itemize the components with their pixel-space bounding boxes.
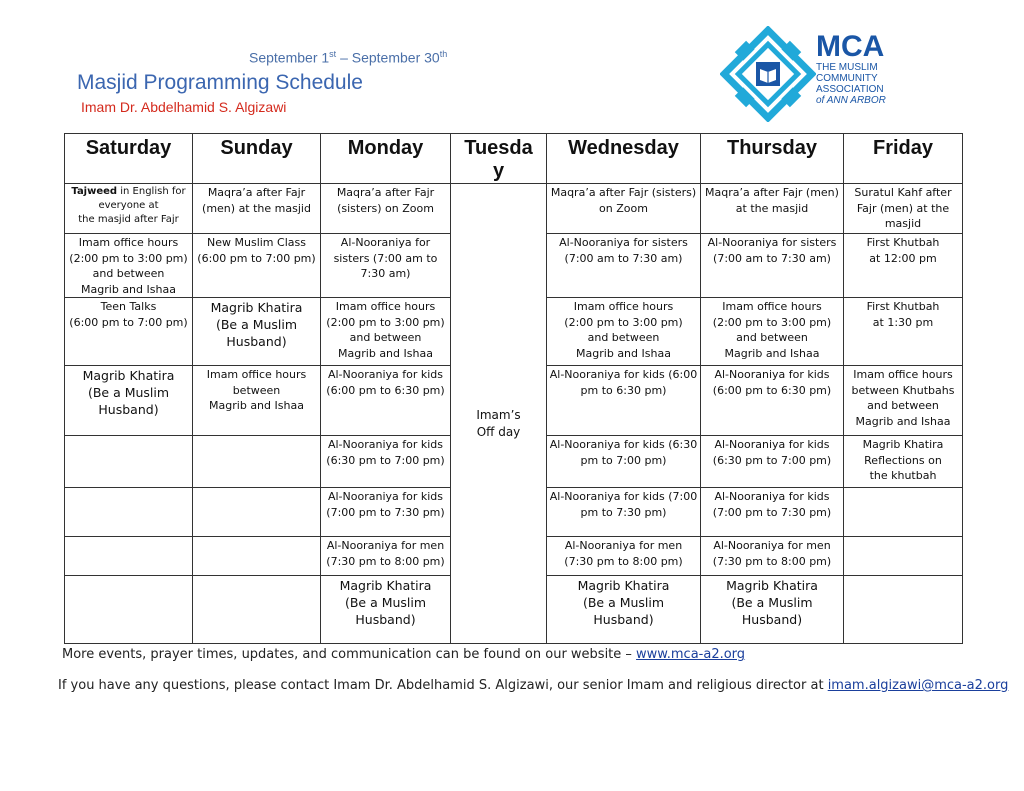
date-range (249, 49, 447, 66)
header-friday: Friday (844, 134, 963, 184)
date-start: September 1 (249, 49, 330, 66)
cell-monday: Al-Nooraniya for sisters (7:00 am to 7:30 am) (321, 234, 451, 298)
cell-saturday: Magrib Khatira (Be a Muslim Husband) (65, 366, 193, 436)
cell-monday: Imam office hours (2:00 pm to 3:00 pm) and between Magrib and Ishaa (321, 298, 451, 366)
header-wednesday: Wednesday (547, 134, 701, 184)
tajweed-label: Tajweed (71, 186, 118, 197)
header-monday: Monday (321, 134, 451, 184)
footer-website-text: More events, prayer times, updates, and communication can be found on our website – (62, 647, 637, 662)
website-link[interactable]: www.mca-a2.org (636, 647, 746, 662)
cell-wednesday: Al-Nooraniya for men (7:30 pm to 8:00 pm) (547, 537, 701, 576)
cell-friday: Magrib Khatira Reflections on the khutbah (844, 436, 963, 488)
cell-thursday: Magrib Khatira (Be a Muslim Husband) (701, 576, 844, 644)
header-tuesday: Tuesda y (451, 134, 547, 184)
cell-friday (844, 576, 963, 644)
cell-saturday (65, 537, 193, 576)
mca-logo (720, 26, 920, 122)
cell-thursday: Al-Nooraniya for kids (6:30 pm to 7:00 pm) (701, 436, 844, 488)
cell-saturday (65, 184, 193, 234)
footer-contact-text: If you have any questions, please contact Imam Dr. Abdelhamid S. Algizawi, our senior Imam and religious director at (58, 678, 828, 693)
cell-saturday: Imam office hours (2:00 pm to 3:00 pm) and between Magrib and Ishaa (65, 234, 193, 298)
cell-thursday: Al-Nooraniya for kids (7:00 pm to 7:30 pm) (701, 488, 844, 537)
cell-sunday: Maqra’a after Fajr (men) at the masjid (193, 184, 321, 234)
cell-wednesday: Al-Nooraniya for kids (6:30 pm to 7:00 pm) (547, 436, 701, 488)
cell-saturday (65, 576, 193, 644)
cell-monday: Al-Nooraniya for kids (6:30 pm to 7:00 pm) (321, 436, 451, 488)
header-saturday: Saturday (65, 134, 193, 184)
cell-thursday: Imam office hours (2:00 pm to 3:00 pm) and between Magrib and Ishaa (701, 298, 844, 366)
cell-sunday: New Muslim Class (6:00 pm to 7:00 pm) (193, 234, 321, 298)
cell-monday: Al-Nooraniya for kids (6:00 pm to 6:30 pm) (321, 366, 451, 436)
cell-friday: Imam office hours between Khutbahs and between Magrib and Ishaa (844, 366, 963, 436)
date-end-suffix: th (439, 49, 448, 59)
cell-monday: Al-Nooraniya for men (7:30 pm to 8:00 pm) (321, 537, 451, 576)
cell-monday: Magrib Khatira (Be a Muslim Husband) (321, 576, 451, 644)
email-link[interactable]: imam.algizawi@mca-a2.org (827, 678, 1009, 693)
schedule-title: Masjid Programming Schedule (77, 71, 363, 94)
cell-sunday: Imam office hours between Magrib and Ishaa (193, 366, 321, 436)
logo-line2: COMMUNITY (816, 73, 878, 84)
cell-thursday: Al-Nooraniya for men (7:30 pm to 8:00 pm) (701, 537, 844, 576)
cell-monday: Maqra’a after Fajr (sisters) on Zoom (321, 184, 451, 234)
cell-sunday: Magrib Khatira (Be a Muslim Husband) (193, 298, 321, 366)
cell-friday: Suratul Kahf after Fajr (men) at the masjid (844, 184, 963, 234)
cell-friday (844, 488, 963, 537)
cell-friday: First Khutbah at 1:30 pm (844, 298, 963, 366)
date-start-suffix: st (329, 49, 337, 59)
table-row (65, 184, 963, 234)
cell-saturday (65, 488, 193, 537)
logo-text (816, 32, 886, 106)
imam-name: Imam Dr. Abdelhamid S. Algizawi (81, 99, 287, 115)
logo-line4: of ANN ARBOR (816, 95, 886, 106)
interlocking-hands-book-icon (720, 26, 816, 122)
cell-monday: Al-Nooraniya for kids (7:00 pm to 7:30 pm) (321, 488, 451, 537)
cell-thursday: Al-Nooraniya for kids (6:00 pm to 6:30 pm) (701, 366, 844, 436)
header-thursday: Thursday (701, 134, 844, 184)
cell-thursday: Maqra’a after Fajr (men) at the masjid (701, 184, 844, 234)
cell-friday: First Khutbah at 12:00 pm (844, 234, 963, 298)
cell-sunday (193, 537, 321, 576)
logo-line1: THE MUSLIM (816, 62, 878, 73)
day-header-row (65, 134, 963, 184)
cell-sunday (193, 576, 321, 644)
cell-wednesday: Magrib Khatira (Be a Muslim Husband) (547, 576, 701, 644)
date-end: – September 30 (336, 49, 440, 66)
cell-sunday (193, 488, 321, 537)
cell-sunday (193, 436, 321, 488)
cell-saturday: Teen Talks (6:00 pm to 7:00 pm) (65, 298, 193, 366)
cell-wednesday: Imam office hours (2:00 pm to 3:00 pm) and between Magrib and Ishaa (547, 298, 701, 366)
cell-wednesday: Al-Nooraniya for kids (7:00 pm to 7:30 pm) (547, 488, 701, 537)
cell-tuesday-off-day: Imam’s Off day (451, 184, 547, 644)
logo-line3: ASSOCIATION (816, 84, 884, 95)
cell-saturday (65, 436, 193, 488)
cell-thursday: Al-Nooraniya for sisters (7:00 am to 7:30 am) (701, 234, 844, 298)
footer-website-line (62, 647, 745, 662)
footer-contact-line (58, 678, 1008, 693)
cell-wednesday: Maqra’a after Fajr (sisters) on Zoom (547, 184, 701, 234)
header-sunday: Sunday (193, 134, 321, 184)
logo-mca: MCA (816, 30, 885, 63)
cell-text: in English for everyone at the masjid after Fajr (78, 186, 186, 225)
cell-wednesday: Al-Nooraniya for kids (6:00 pm to 6:30 pm) (547, 366, 701, 436)
cell-wednesday: Al-Nooraniya for sisters (7:00 am to 7:30 am) (547, 234, 701, 298)
schedule-table (64, 133, 963, 644)
cell-friday (844, 537, 963, 576)
